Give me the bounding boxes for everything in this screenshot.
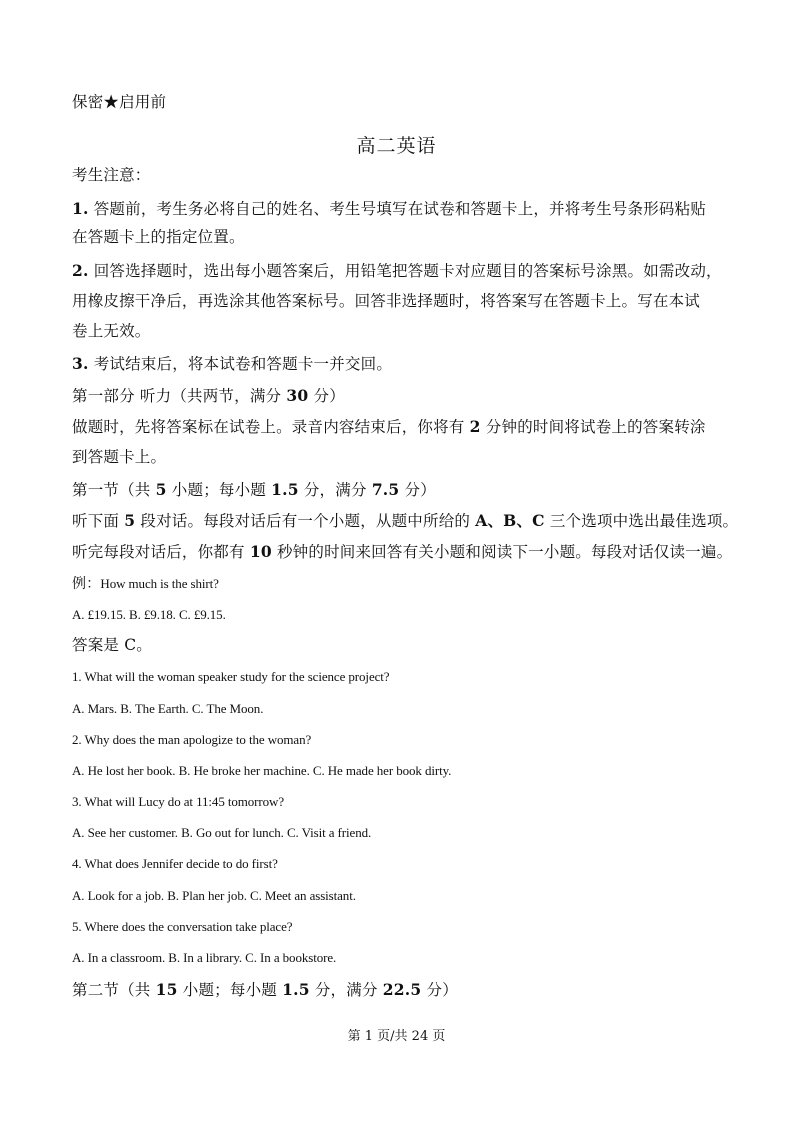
directions-text-b: 段对话。每段对话后有一个小题，从题中所给的 xyxy=(140,512,471,530)
directions-text-a: 听下面 xyxy=(72,512,120,530)
section1-heading-a: 第一节（共 xyxy=(72,481,151,499)
question-3-options: A. See her customer. B. Go out for lunch. C. Visit a friend. xyxy=(72,825,372,840)
section2-heading-a: 第二节（共 xyxy=(72,981,151,999)
notice-item-1-number: 1. xyxy=(72,199,89,218)
notice-item-3-text: 考试结束后，将本试卷和答题卡一并交回。 xyxy=(93,355,393,373)
section1-heading xyxy=(72,482,436,499)
section1-heading-b: 小题；每小题 xyxy=(171,481,266,499)
notice-item-1-text: 答题前，考生务必将自己的姓名、考生号填写在试卷和答题卡上，并将考生号条形码粘贴 xyxy=(93,200,707,218)
example-options: A. £19.15. B. £9.18. C. £9.15. xyxy=(72,607,226,622)
directions-text-c: 三个选项中选出最佳选项。 xyxy=(549,512,739,530)
part1-intro-text-b: 分钟的时间将试卷上的答案转涂 xyxy=(485,418,706,436)
question-5: 5. Where does the conversation take place? xyxy=(72,919,293,934)
section1-total: 7.5 xyxy=(371,480,400,499)
example-answer: 答案是 C。 xyxy=(72,636,152,654)
section2-heading-d: 分） xyxy=(426,981,458,999)
notice-item-3-number: 3. xyxy=(72,354,89,373)
example-question xyxy=(72,577,219,591)
notice-item-1-line-2: 在答题卡上的指定位置。 xyxy=(72,228,245,246)
question-1-options: A. Mars. B. The Earth. C. The Moon. xyxy=(72,701,264,716)
question-2: 2. Why does the man apologize to the woman? xyxy=(72,732,312,747)
section2-total: 22.5 xyxy=(382,980,422,999)
notice-item-2-line-3: 卷上无效。 xyxy=(72,322,151,340)
example-question-text: How much is the shirt? xyxy=(100,576,219,591)
notice-item-1-line-1 xyxy=(72,201,706,218)
directions-text-e: 秒钟的时间来回答有关小题和阅读下一小题。每段对话仅读一遍。 xyxy=(276,543,733,561)
part1-intro-minutes: 2 xyxy=(469,417,481,436)
page-title: 高二英语 xyxy=(356,135,437,157)
part1-intro-line-2: 到答题卡上。 xyxy=(72,448,167,466)
section1-directions-line-1 xyxy=(72,513,738,530)
section1-per-score: 1.5 xyxy=(271,480,299,499)
page-footer: 第 1 页/共 24 页 xyxy=(347,1029,446,1044)
directions-text-d: 听完每段对话后，你都有 xyxy=(72,543,245,561)
section1-heading-d: 分） xyxy=(404,481,436,499)
notice-item-3-line-1 xyxy=(72,356,392,373)
section2-heading-c: 分，满分 xyxy=(314,981,378,999)
question-1: 1. What will the woman speaker study for the science project? xyxy=(72,669,390,684)
question-5-options: A. In a classroom. B. In a library. C. In a bookstore. xyxy=(72,950,337,965)
part1-intro-text-a: 做题时，先将答案标在试卷上。录音内容结束后，你将有 xyxy=(72,418,465,436)
question-4: 4. What does Jennifer decide to do first? xyxy=(72,856,278,871)
section2-per-score: 1.5 xyxy=(282,980,310,999)
notice-item-2-line-2: 用橡皮擦干净后，再选涂其他答案标号。回答非选择题时，将答案写在答题卡上。写在本试 xyxy=(72,292,701,310)
directions-count: 5 xyxy=(124,511,136,530)
part1-heading-suffix: 分） xyxy=(313,387,345,405)
question-4-options: A. Look for a job. B. Plan her job. C. Meet an assistant. xyxy=(72,888,356,903)
part1-total-score: 30 xyxy=(286,386,309,405)
part1-heading xyxy=(72,388,345,405)
notice-item-2-line-1 xyxy=(72,263,722,280)
notice-item-2-text: 回答选择题时，选出每小题答案后，用铅笔把答题卡对应题目的答案标号涂黑。如需改动， xyxy=(93,262,722,280)
part1-heading-text: 第一部分 听力（共两节，满分 xyxy=(72,387,282,405)
notice-heading: 考生注意： xyxy=(72,166,151,184)
question-3: 3. What will Lucy do at 11:45 tomorrow? xyxy=(72,794,285,809)
section2-count: 15 xyxy=(155,980,178,999)
section1-heading-c: 分，满分 xyxy=(303,481,367,499)
example-label: 例： xyxy=(72,576,101,592)
part1-intro-line-1 xyxy=(72,419,706,436)
question-2-options: A. He lost her book. B. He broke her machine. C. He made her book dirty. xyxy=(72,763,452,778)
section1-count: 5 xyxy=(155,480,167,499)
section2-heading xyxy=(72,982,458,999)
notice-item-2-number: 2. xyxy=(72,261,89,280)
section2-heading-b: 小题；每小题 xyxy=(182,981,277,999)
directions-seconds: 10 xyxy=(249,542,272,561)
confidential-mark: 保密★启用前 xyxy=(72,93,167,111)
section1-directions-line-2 xyxy=(72,544,732,561)
directions-options: A、B、C xyxy=(475,511,545,530)
